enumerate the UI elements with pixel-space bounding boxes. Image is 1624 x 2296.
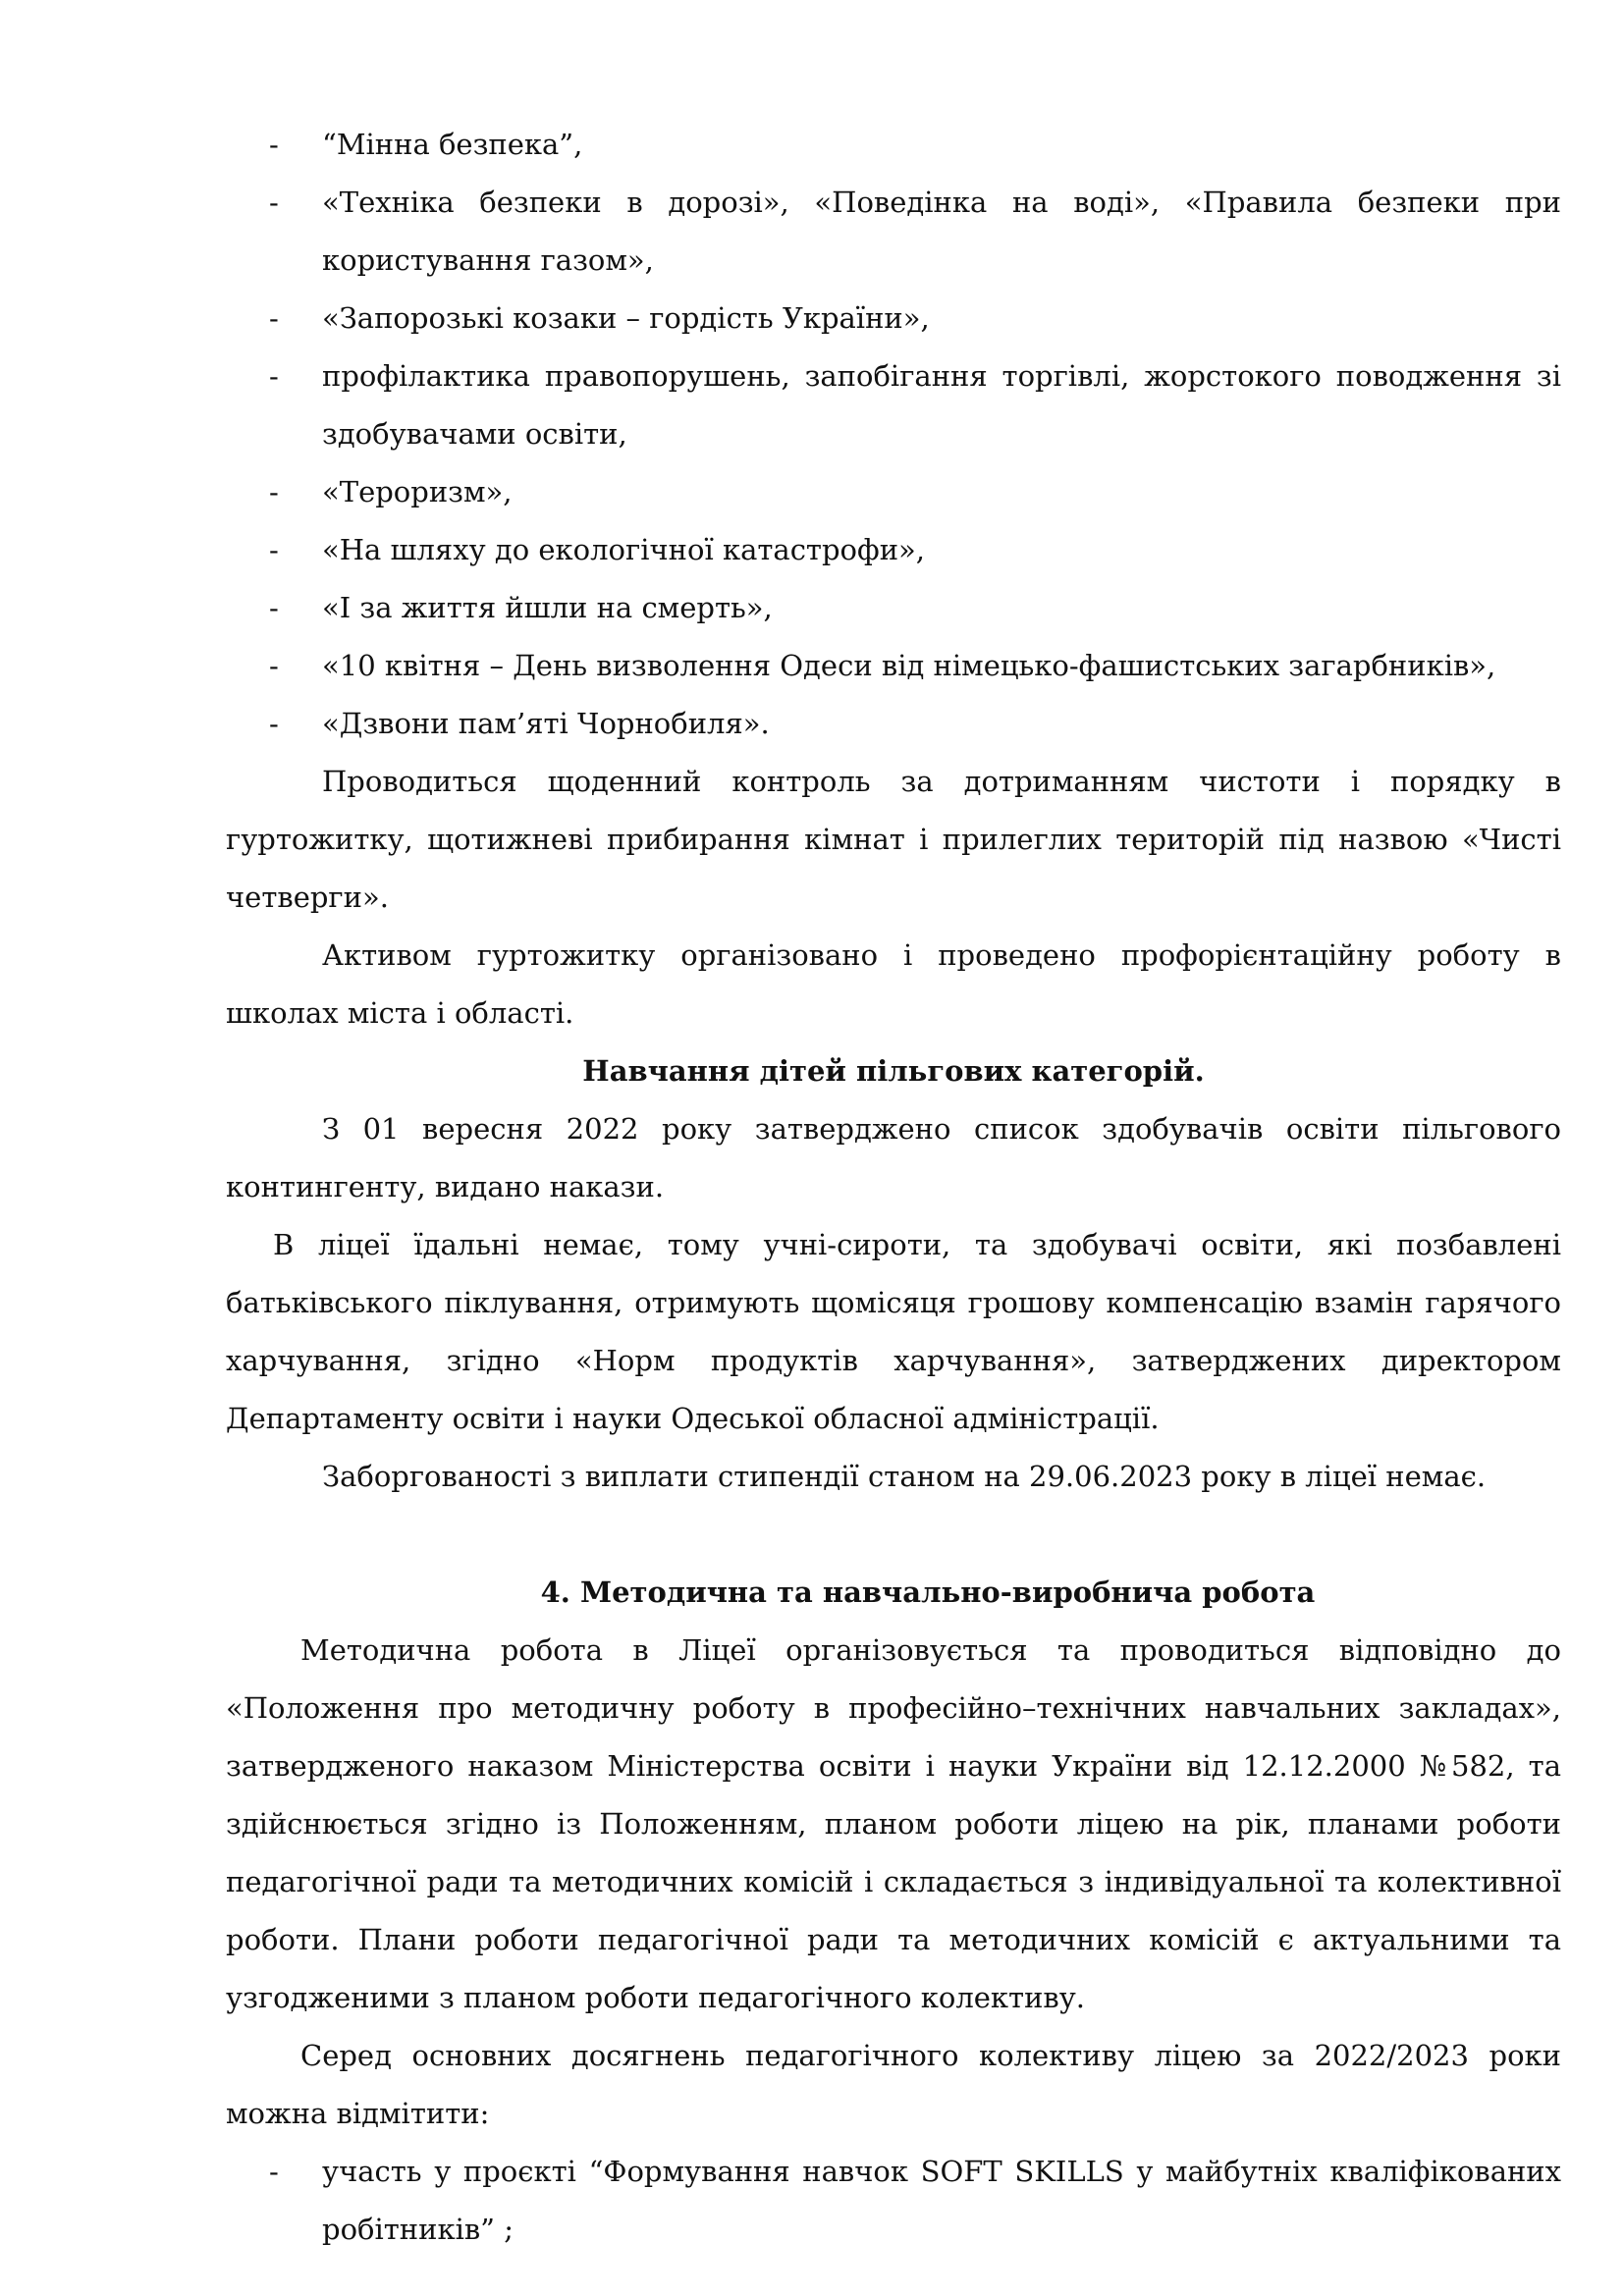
list-dash: - xyxy=(269,128,279,161)
list-dash: - xyxy=(269,707,279,740)
paragraph-career-guidance: Активом гуртожитку організовано і проведено профорієнтаційну роботу в школах міста і області. xyxy=(226,938,1561,1030)
list-dash: - xyxy=(269,533,279,566)
list-item: - профілактика правопорушень, запобігання торгівлі, жорстокого поводження зі здобувачами освіти, xyxy=(226,347,1561,463)
list-dash: - xyxy=(269,186,279,219)
paragraph-achievements: Серед основних досягнень педагогічного колективу ліцею за 2022/2023 роки можна відмітити: xyxy=(226,2039,1561,2130)
paragraph-methodical-work: Методична робота в Ліцеї організовується та проводиться відповідно до «Положення про методичну роботу в професійно–технічних навчальних закладах», затвердженого наказом Міністерства освіти і науки України від 12.12.2000 №582, та здійснюється згідно із Положенням, планом роботи ліцею на рік, планами роботи педагогічної ради та методичних комісій і складається з індивідуальної та колективної роботи. Плани роботи педагогічної ради та методичних комісій є актуальними та узгодженими з планом роботи педагогічного колективу. xyxy=(226,1633,1561,2014)
paragraph-benefit-list: З 01 вересня 2022 року затверджено список здобувачів освіти пільгового контингенту, видано накази. xyxy=(226,1112,1561,1203)
list-dash: - xyxy=(269,591,279,624)
heading-benefit-categories: Навчання дітей пільгових категорій. xyxy=(582,1054,1205,1088)
paragraph-stipend: Заборгованості з виплати стипендії станом на 29.06.2023 року в ліцеї немає. xyxy=(322,1460,1487,1493)
list-dash: - xyxy=(269,301,279,335)
list-dash: - xyxy=(269,649,279,682)
list-item: - «На шляху до екологічної катастрофи», xyxy=(226,521,1561,579)
list-dash: - xyxy=(269,2155,279,2188)
list-item: - «Дзвони пам’яті Чорнобиля». xyxy=(226,695,1561,753)
paragraph-orphans-compensation: В ліцеї їдальні немає, тому учні-сироти, та здобувачі освіти, які позбавлені батьківського піклування, отримують щомісяця грошову компенсацію взамін гарячого харчування, згідно «Норм продуктів харчування», затверджених директором Департаменту освіти і науки Одеської обласної адміністрації. xyxy=(226,1228,1561,1435)
list-item: - «Запорозькі козаки – гордість України», xyxy=(226,290,1561,347)
paragraph-cleaning: Проводиться щоденний контроль за дотриманням чистоти і порядку в гуртожитку, щотижневі прибирання кімнат і прилеглих територій під назвою «Чисті четверги». xyxy=(226,765,1561,914)
list-item: - “Мінна безпека”, xyxy=(226,116,1561,174)
list-item: - «Техніка безпеки в дорозі», «Поведінка на воді», «Правила безпеки при користування газом», xyxy=(226,174,1561,290)
bullet-list-activities xyxy=(226,116,1561,753)
bullet-list-achievements xyxy=(226,2143,1561,2259)
list-dash: - xyxy=(269,475,279,508)
list-dash: - xyxy=(269,359,279,393)
list-item: - «10 квітня – День визволення Одеси від німецько-фашистських загарбників», xyxy=(226,637,1561,695)
list-item: - «І за життя йшли на смерть», xyxy=(226,579,1561,637)
heading-section-4: 4. Методична та навчально-виробнича робота xyxy=(540,1575,1316,1609)
document-page xyxy=(226,116,1561,2259)
list-item: - «Тероризм», xyxy=(226,463,1561,521)
list-item: - участь у проєкті “Формування навчок SOFT SKILLS у майбутніх кваліфікованих робітників” ; xyxy=(226,2143,1561,2259)
